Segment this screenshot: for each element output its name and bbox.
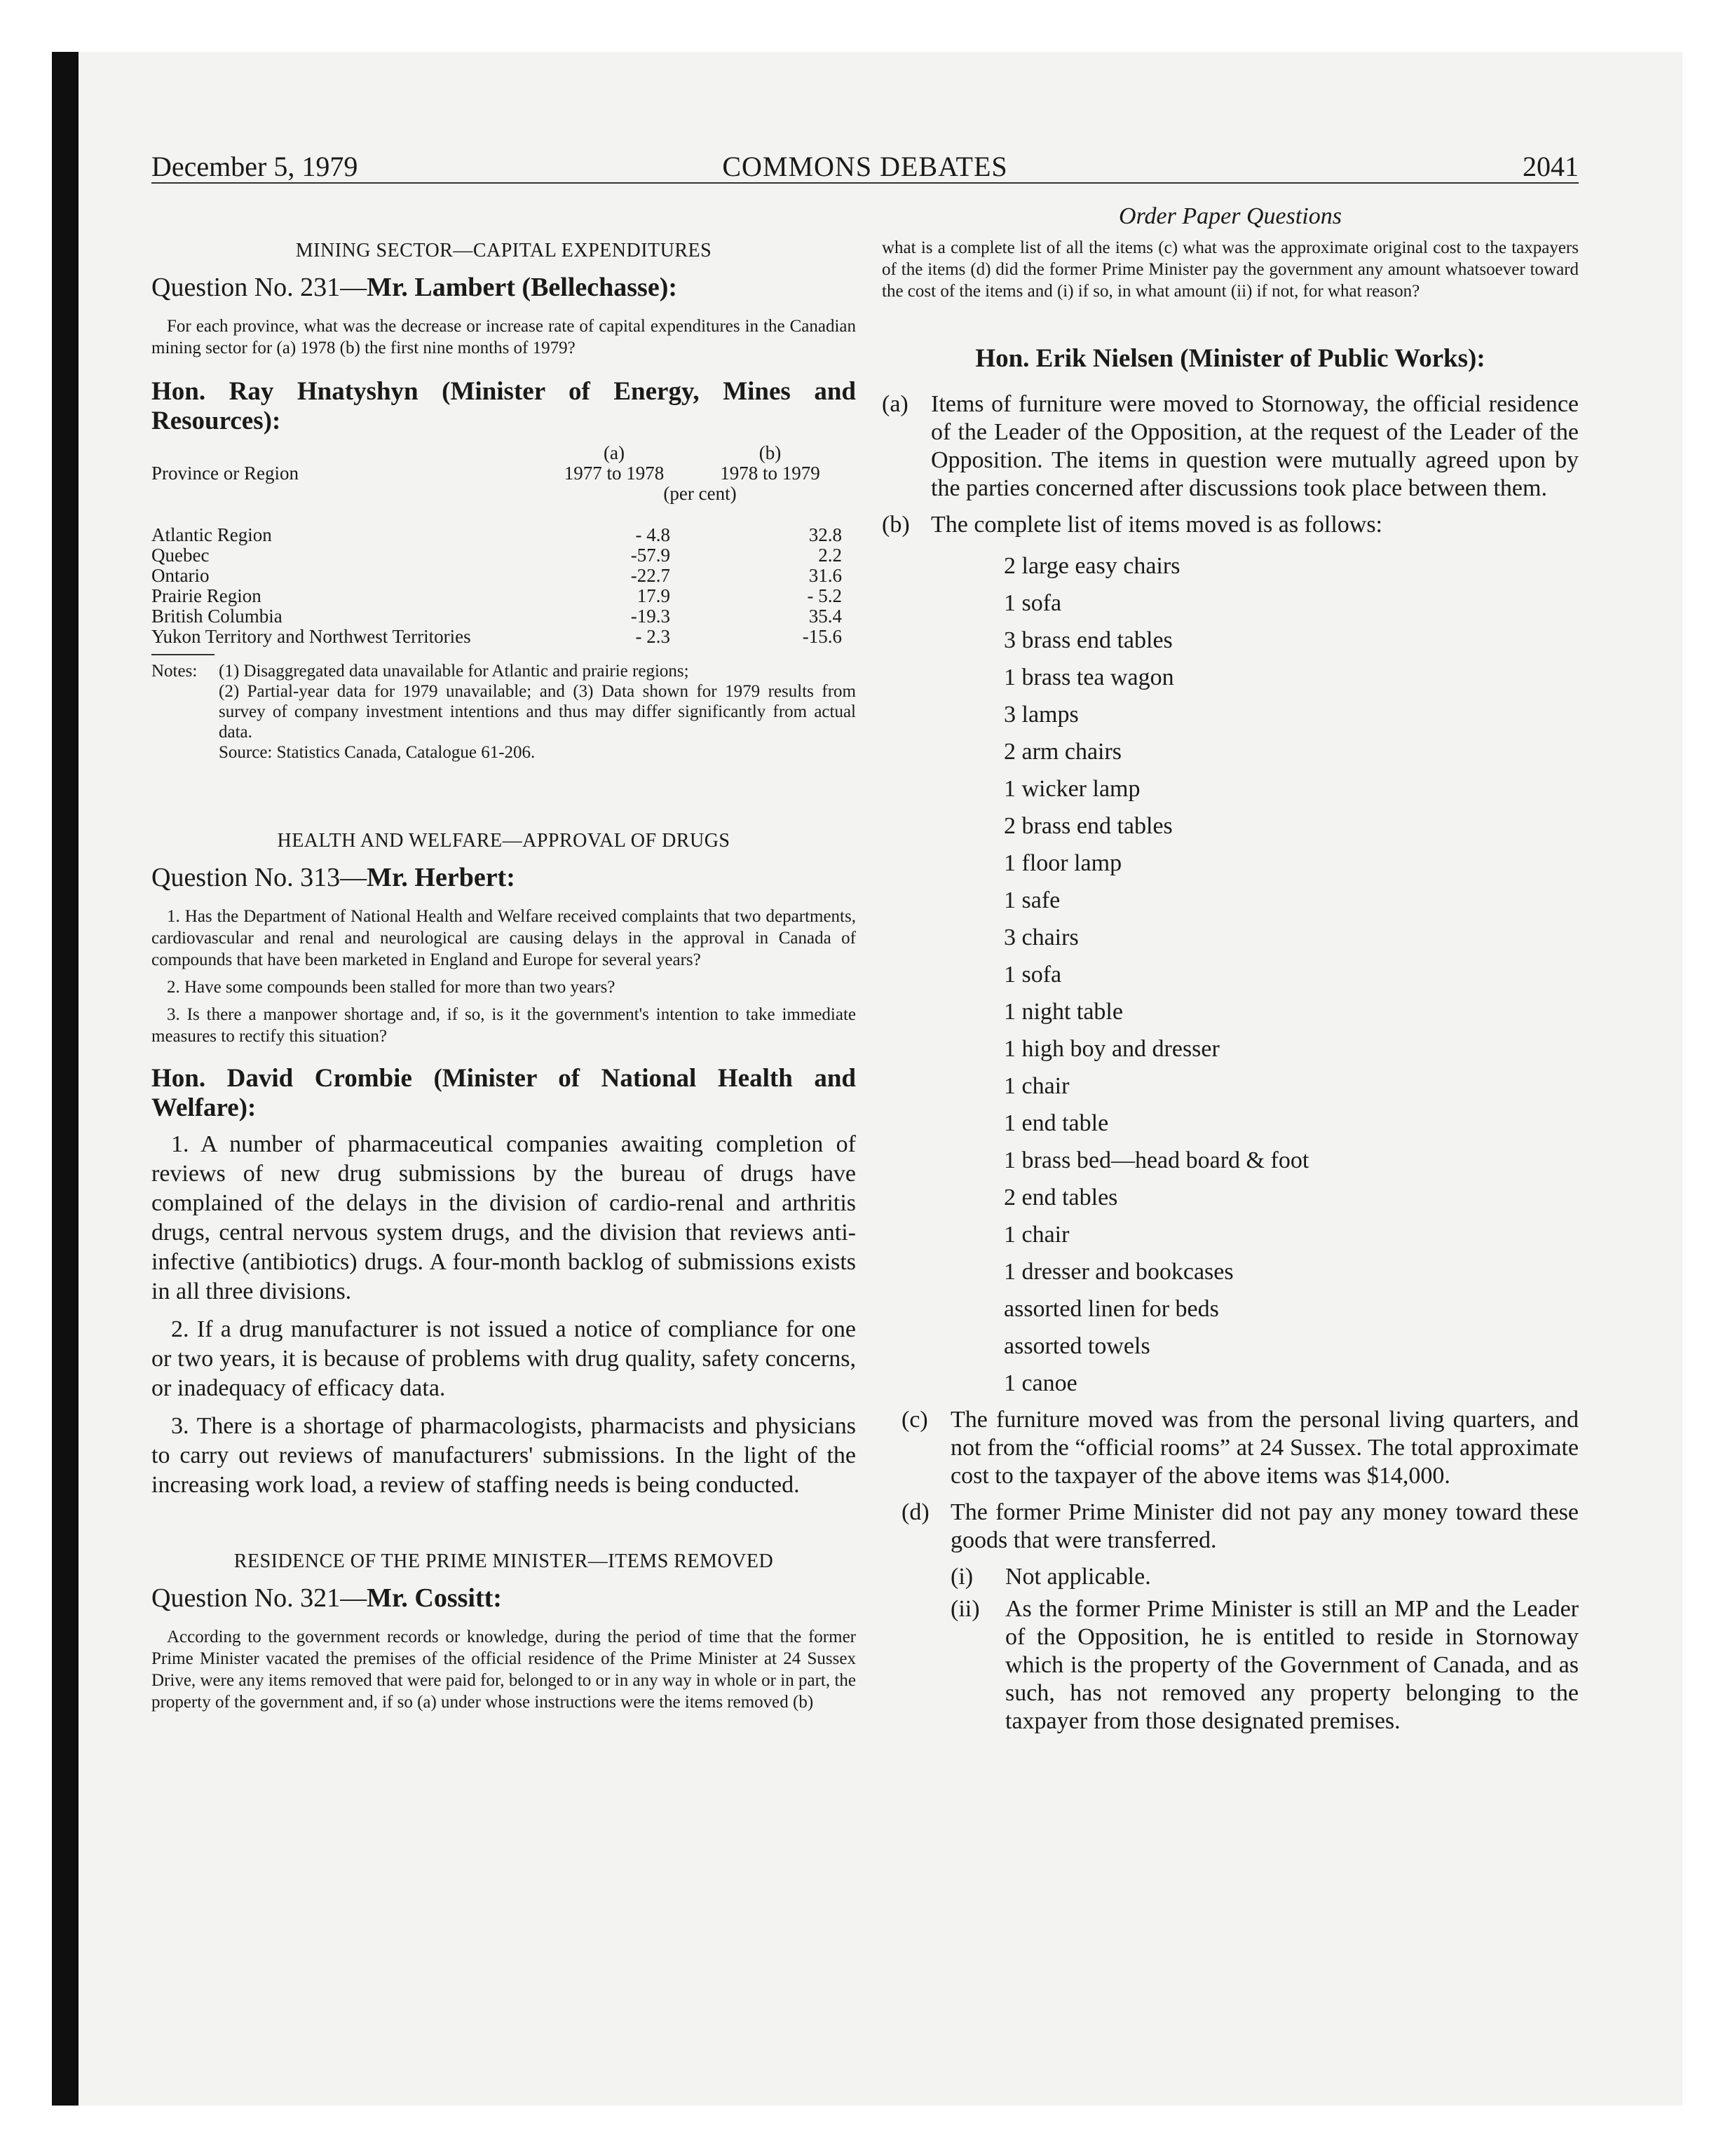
- answerer-name: Hon. Ray Hnatyshyn (Minister of Energy, Mines and Resources):: [151, 377, 856, 435]
- unit-label: (per cent): [663, 483, 737, 504]
- value-b-cell: - 5.2: [807, 585, 842, 606]
- question-321: [151, 1550, 856, 1713]
- table-row: [151, 606, 856, 627]
- list-item: 1 safe: [1004, 887, 1061, 913]
- table-header-row: [151, 484, 856, 504]
- region-cell: Atlantic Region: [151, 524, 272, 545]
- item-text: Not applicable.: [1005, 1564, 1151, 1590]
- section-heading: RESIDENCE OF THE PRIME MINISTER—ITEMS REMOVED: [233, 1550, 774, 1572]
- question-313: [151, 830, 856, 1500]
- region-cell: British Columbia: [151, 606, 283, 627]
- list-item: 1 sofa: [1004, 962, 1062, 988]
- list-item: 2 brass end tables: [1004, 813, 1173, 839]
- list-item: 1 end table: [1004, 1110, 1109, 1136]
- note-text: (2) Partial-year data for 1979 unavailable; and (3) Data shown for 1979 results from survey of company investment intentions and thus may differ significantly from actual data.: [219, 682, 856, 742]
- list-item: 1 sofa: [1004, 590, 1062, 616]
- list-item: 1 canoe: [1004, 1370, 1077, 1396]
- question-text: 2. Have some compounds been stalled for more than two years?: [167, 978, 615, 997]
- asker-name: Mr. Lambert (Bellechasse):: [367, 273, 678, 302]
- source-note: Source: Statistics Canada, Catalogue 61-206.: [219, 743, 536, 762]
- item-text: The former Prime Minister did not pay any money toward these goods that were transferred.: [951, 1499, 1579, 1553]
- list-item: 1 high boy and dresser: [1004, 1036, 1220, 1062]
- answer-paragraph: 2. If a drug manufacturer is not issued a notice of compliance for one or two years, it is because of problems with drug quality, safety concerns, or inadequacy of efficacy data.: [151, 1316, 856, 1401]
- question-line: [151, 1583, 856, 1613]
- value-b-cell: -15.6: [802, 626, 842, 647]
- items-moved-list: [882, 547, 1579, 1402]
- answer-subitem-i: [882, 1563, 1579, 1591]
- section-heading: HEALTH AND WELFARE—APPROVAL OF DRUGS: [277, 830, 730, 852]
- value-b-cell: 2.2: [818, 545, 842, 566]
- table-row: [151, 545, 856, 566]
- header-date: December 5, 1979: [151, 151, 358, 182]
- value-a-cell: - 4.8: [635, 524, 670, 545]
- list-item: 1 wicker lamp: [1004, 776, 1141, 802]
- list-item: 2 large easy chairs: [1004, 553, 1181, 579]
- question-number: Question No. 231—: [151, 273, 367, 302]
- question-line: [151, 272, 856, 303]
- list-item: 1 brass bed—head board & foot: [1004, 1147, 1309, 1173]
- table-notes: [151, 661, 856, 763]
- list-item: 3 chairs: [1004, 925, 1079, 950]
- left-column: [151, 231, 856, 1719]
- answer-paragraph: 3. There is a shortage of pharmacologists, pharmacists and physicians to carry out reviews of manufacturers' submissions. In the light of the increasing work load, a review of staffing needs is being conducted.: [151, 1413, 856, 1498]
- answer-paragraph: 1. A number of pharmaceutical companies awaiting completion of reviews of new drug submissions by the bureau of drugs have complained of the delays in the division of cardio-renal and arthritis drugs, central nervous system drugs, and the division that reviews anti-infective (antibiotics) drugs. A four-month backlog of submissions exists in all three divisions.: [151, 1131, 856, 1304]
- answer-item-d: [882, 1499, 1579, 1555]
- list-item: assorted linen for beds: [1004, 1296, 1219, 1322]
- column-b-label: (b): [758, 442, 782, 463]
- region-cell: Quebec: [151, 545, 210, 566]
- list-item: 1 chair: [1004, 1222, 1070, 1248]
- value-a-cell: -19.3: [630, 606, 670, 627]
- list-item: 3 lamps: [1004, 702, 1079, 728]
- value-b-cell: 31.6: [808, 565, 842, 586]
- question-text: 1. Has the Department of National Health and Welfare received complaints that two departments, cardiovascular and renal and neurological are causing delays in the approval in Canada of compounds that have been marketed in England and Europe for several years?: [151, 907, 856, 969]
- item-label: (i): [951, 1564, 974, 1590]
- list-item: 2 end tables: [1004, 1185, 1118, 1210]
- right-column: [882, 203, 1579, 1740]
- item-text: The complete list of items moved is as follows:: [931, 512, 1383, 538]
- answerer-name: Hon. David Crombie (Minister of National Health and Welfare):: [151, 1064, 856, 1122]
- list-item: assorted towels: [1004, 1333, 1150, 1359]
- note-text: (1) Disaggregated data unavailable for Atlantic and prairie regions;: [219, 662, 689, 681]
- item-label: (c): [901, 1407, 928, 1433]
- section-title: Order Paper Questions: [1119, 203, 1342, 229]
- answer-item-b: [882, 511, 1579, 539]
- question-continuation: what is a complete list of all the items (c) what was the approximate original cost to the taxpayers of the items (d) did the former Prime Minister pay the government any amount whatsoever toward the cost of the items and (i) if so, in what amount (ii) if not, for what reason?: [882, 238, 1579, 301]
- list-item: 2 arm chairs: [1004, 739, 1122, 765]
- item-text: The furniture moved was from the personal living quarters, and not from the “official rooms” at 24 Sussex. The total approximate cost to the taxpayer of the above items was $14,000.: [951, 1407, 1579, 1489]
- question-number: Question No. 321—: [151, 1583, 367, 1613]
- table-row: [151, 525, 856, 545]
- value-b-cell: 35.4: [808, 606, 842, 627]
- question-text: 3. Is there a manpower shortage and, if so, is it the government's intention to take immediate measures to rectify this situation?: [151, 1005, 856, 1046]
- region-cell: Ontario: [151, 565, 210, 586]
- list-item: 1 dresser and bookcases: [1004, 1259, 1234, 1285]
- list-item: 1 night table: [1004, 999, 1123, 1025]
- running-header: [151, 146, 1579, 184]
- row-header-label: Province or Region: [151, 463, 299, 484]
- list-item: 3 brass end tables: [1004, 627, 1173, 653]
- period-a-label: 1977 to 1978: [564, 463, 665, 484]
- answer-item-a: [882, 390, 1579, 503]
- asker-name: Mr. Cossitt:: [367, 1583, 502, 1613]
- region-cell: Prairie Region: [151, 585, 261, 606]
- value-a-cell: -22.7: [630, 565, 670, 586]
- answer-item-c: [882, 1406, 1579, 1490]
- list-item: 1 floor lamp: [1004, 850, 1122, 876]
- item-label: (a): [882, 391, 909, 417]
- item-label: (b): [882, 512, 910, 538]
- question-line: [151, 862, 856, 893]
- item-label: (ii): [951, 1596, 980, 1622]
- item-text: Items of furniture were moved to Stornoway, the official residence of the Leader of the Opposition, at the request of the Leader of the Opposition. The items in question were mutually agreed upon by the parties concerned after discussions took place between them.: [931, 391, 1579, 501]
- period-b-label: 1978 to 1979: [720, 463, 820, 484]
- value-a-cell: 17.9: [637, 585, 670, 606]
- notes-divider: [151, 654, 215, 655]
- answerer-name: Hon. Erik Nielsen (Minister of Public Works):: [975, 344, 1485, 373]
- header-title: COMMONS DEBATES: [722, 151, 1008, 182]
- table-row: [151, 566, 856, 586]
- region-cell: Yukon Territory and Northwest Territories: [151, 626, 471, 647]
- binding-edge: [52, 52, 79, 2106]
- table-row: [151, 586, 856, 606]
- list-item: 1 brass tea wagon: [1004, 664, 1174, 690]
- value-b-cell: 32.8: [808, 524, 842, 545]
- table-header-row: [151, 463, 856, 484]
- list-item: 1 chair: [1004, 1073, 1070, 1099]
- notes-label: Notes:: [151, 662, 198, 681]
- question-number: Question No. 313—: [151, 863, 367, 892]
- item-label: (d): [901, 1499, 930, 1525]
- table-header-row: [151, 443, 856, 463]
- item-text: As the former Prime Minister is still an MP and the Leader of the Opposition, he is entitled to reside in Stornoway which is the property of the Government of Canada, and as such, has not removed any property belonging to the taxpayer from those designated premises.: [1005, 1596, 1579, 1734]
- question-231: [151, 240, 856, 763]
- value-a-cell: - 2.3: [635, 626, 670, 647]
- table-row: [151, 627, 856, 647]
- capital-expenditures-table: [151, 443, 856, 647]
- answer-subitem-ii: [882, 1595, 1579, 1735]
- question-text: According to the government records or knowledge, during the period of time that the former Prime Minister vacated the premises of the official residence of the Prime Minister at 24 Sussex Drive, were any items removed that were paid for, belonged to or in any way in whole or in part, the property of the government and, if so (a) under whose instructions were the items removed (b): [151, 1628, 856, 1712]
- asker-name: Mr. Herbert:: [367, 863, 515, 892]
- page-number: 2041: [1523, 151, 1579, 182]
- section-heading: MINING SECTOR—CAPITAL EXPENDITURES: [295, 240, 712, 261]
- column-a-label: (a): [604, 442, 625, 463]
- value-a-cell: -57.9: [630, 545, 670, 566]
- question-text: For each province, what was the decrease or increase rate of capital expenditures in the Canadian mining sector for (a) 1978 (b) the first nine months of 1979?: [151, 317, 856, 357]
